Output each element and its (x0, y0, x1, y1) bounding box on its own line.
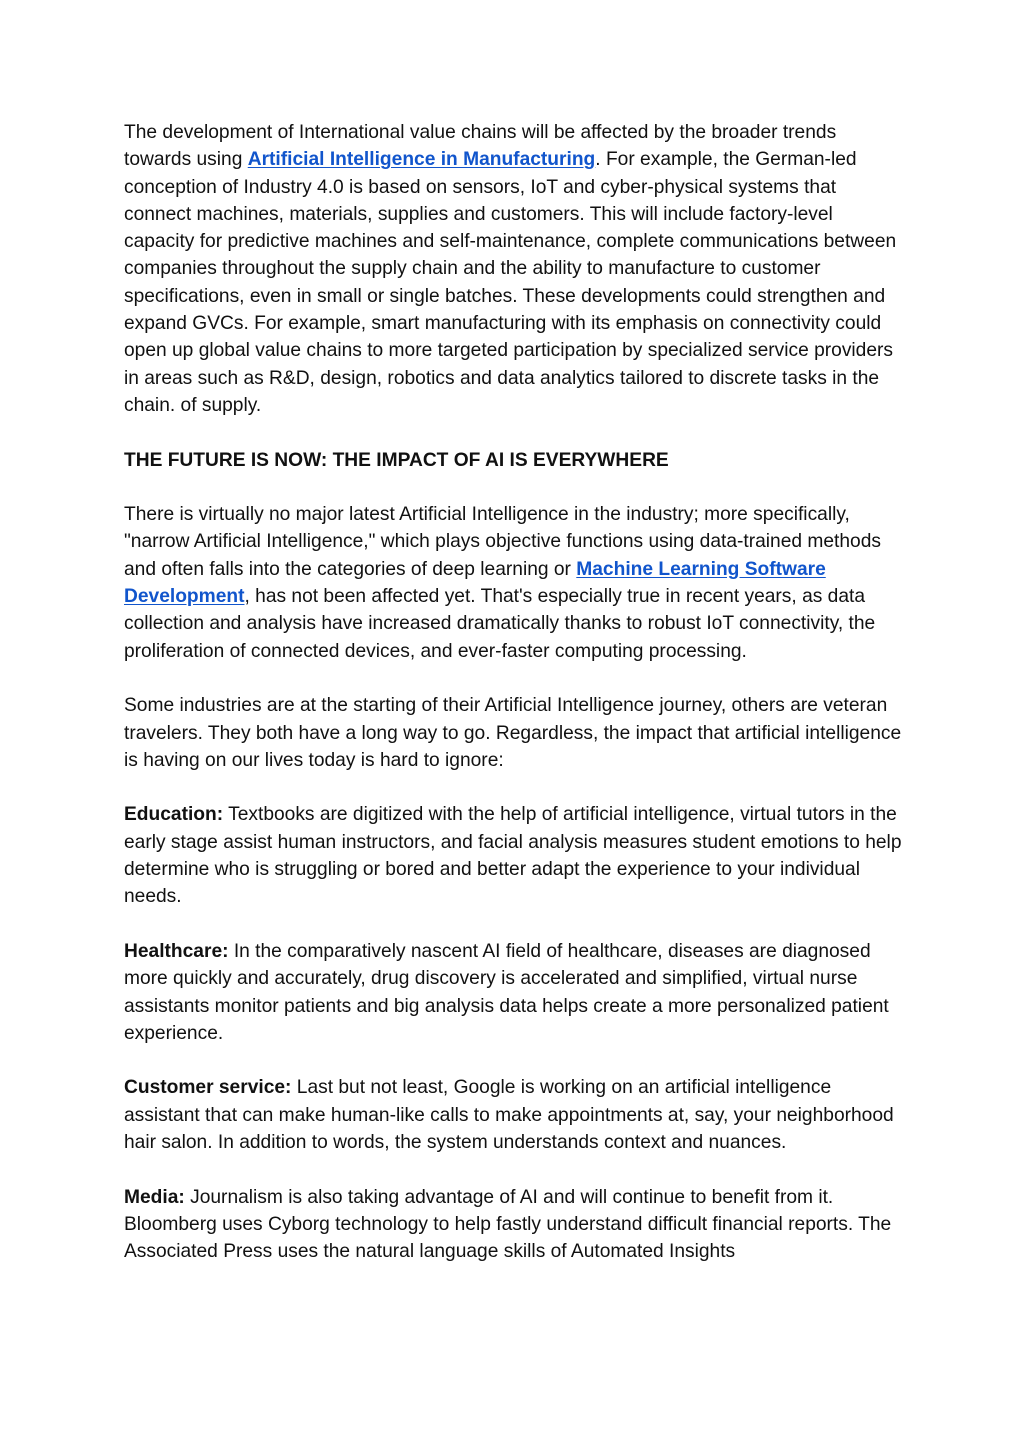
narrow-ai-text-end: , has not been affected yet. That's especially true in recent years, as data collection and analysis have increased dramatically thanks to robust IoT connectivity, the proliferation of connected devices, and ever-faster computing processing. (124, 586, 876, 662)
education-text: Textbooks are digitized with the help of artificial intelligence, virtual tutors in the early stage assist human instructors, and facial analysis measures student emotions to help determine who is struggling or bored and better adapt the experience to your individual needs. (124, 804, 902, 908)
industries-paragraph: Some industries are at the starting of their Artificial Intelligence journey, others are veteran travelers. They both have a long way to go. Regardless, the impact that artificial intelligence is having on our lives today is hard to ignore: (124, 695, 902, 771)
customer-service-text: Last but not least, Google is working on an artificial intelligence assistant that can make human-like calls to make appointments at, say, your neighborhood hair salon. In addition to words, the system understands context and nuances. (124, 1077, 894, 1153)
healthcare-paragraph (124, 938, 906, 1047)
intro-paragraph (124, 119, 906, 419)
education-label: Education: (124, 804, 224, 826)
healthcare-text: In the comparatively nascent AI field of healthcare, diseases are diagnosed more quickly and accurately, drug discovery is accelerated and simplified, virtual nurse assistants monitor patients and big analysis data helps create a more personalized patient experience. (124, 940, 889, 1044)
customer-service-paragraph (124, 1074, 906, 1156)
narrow-ai-text-start: There is virtually no major latest Artificial Intelligence in the industry; more specifically, "narrow Artificial Intelligence," which plays objective functions using data-trained methods and often falls into the categories of deep learning or (124, 504, 881, 580)
customer-service-label: Customer service: (124, 1077, 292, 1099)
document-page (124, 119, 906, 1293)
media-text: Journalism is also taking advantage of AI and will continue to benefit from it. Bloomberg uses Cyborg technology to help fastly understand difficult financial reports. The Associated Press uses the natural language skills of Automated Insights (124, 1186, 892, 1263)
education-paragraph (124, 801, 906, 910)
intro-text-end: . For example, the German-led conception of Industry 4.0 is based on sensors, IoT and cyber-physical systems that connect machines, materials, supplies and customers. This will include factory-level capacity for predictive machines and self-maintenance, complete communications between companies throughout the supply chain and the ability to manufacture to customer specifications, even in small or single batches. These developments could strengthen and expand GVCs. For example, smart manufacturing with its emphasis on connectivity could open up global value chains to more targeted participation by specialized service providers in areas such as R&D, design, robotics and data analytics tailored to discrete tasks in the chain. of supply. (124, 149, 897, 416)
healthcare-label: Healthcare: (124, 940, 229, 962)
intro-text-start: The development of International value chains will be affected by the broader trends towards using (124, 122, 837, 171)
media-paragraph (124, 1184, 906, 1266)
media-label: Media: (124, 1186, 185, 1208)
ai-manufacturing-link[interactable]: Artificial Intelligence in Manufacturing (247, 149, 596, 171)
narrow-ai-paragraph (124, 501, 906, 665)
ml-software-development-link[interactable]: Machine Learning Software Development (124, 558, 826, 608)
section-heading: THE FUTURE IS NOW: THE IMPACT OF AI IS EVERYWHERE (124, 449, 669, 471)
